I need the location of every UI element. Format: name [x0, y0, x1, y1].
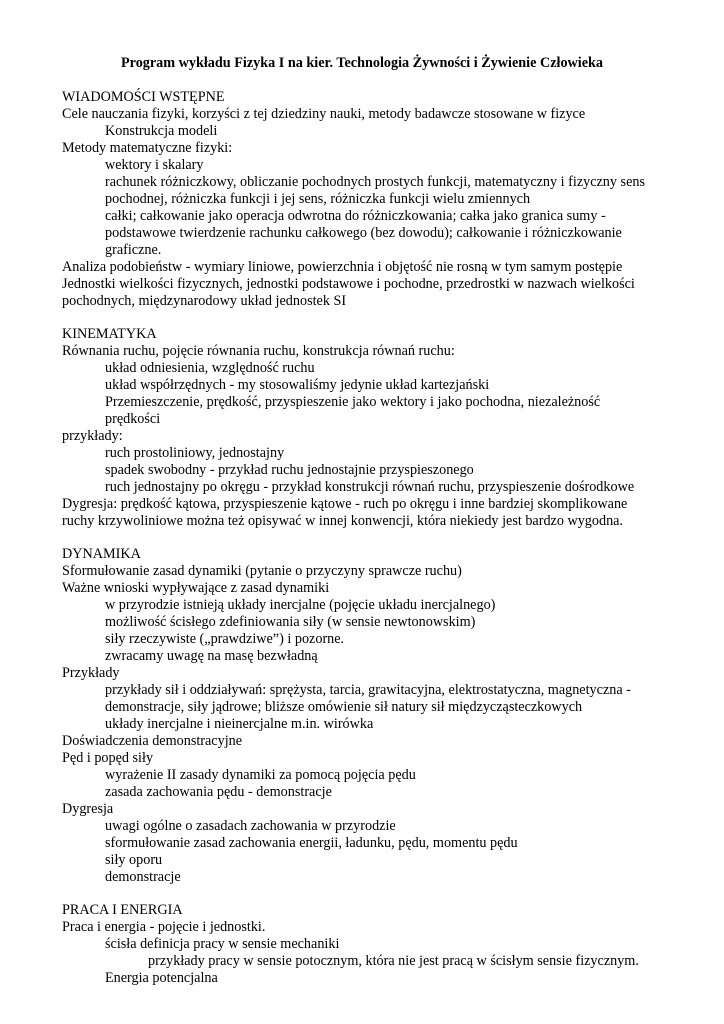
text-line: rachunek różniczkowy, obliczanie pochodnych prostych funkcji, matematyczny i fizyczny sens [105, 174, 645, 190]
text-line: układy inercjalne i nieinercjalne m.in. wirówka [105, 716, 374, 732]
text-line: Analiza podobieństw - wymiary liniowe, powierzchnia i objętość nie rosną w tym samym postępie [62, 259, 623, 275]
text-line: Jednostki wielkości fizycznych, jednostki podstawowe i pochodne, przedrostki w nazwach wielkości [62, 276, 635, 292]
text-line: podstawowe twierdzenie rachunku całkowego (bez dowodu); całkowanie i różniczkowanie [105, 225, 622, 241]
text-line: uwagi ogólne o zasadach zachowania w przyrodzie [105, 818, 396, 834]
text-line: Dygresja: prędkość kątowa, przyspieszenie kątowe - ruch po okręgu i inne bardziej skomplikowane [62, 496, 628, 512]
text-line: Ważne wnioski wypływające z zasad dynamiki [62, 580, 330, 596]
text-line: Przemieszczenie, prędkość, przyspieszenie jako wektory i jako pochodna, niezależność [105, 394, 601, 410]
text-line: sformułowanie zasad zachowania energii, ładunku, pędu, momentu pędu [105, 835, 518, 851]
text-line: możliwość ścisłego zdefiniowania siły (w sensie newtonowskim) [105, 614, 476, 630]
text-line: układ odniesienia, względność ruchu [105, 360, 315, 376]
document-title: Program wykładu Fizyka I na kier. Technologia Żywności i Żywienie Człowieka [120, 55, 604, 71]
text-line: pochodnej, różniczka funkcji i jej sens, różniczka funkcji wielu zmiennych [105, 191, 531, 207]
text-line: Energia potencjalna [105, 970, 218, 986]
text-line: ruch prostoliniowy, jednostajny [105, 445, 285, 461]
text-line: zwracamy uwagę na masę bezwładną [105, 648, 318, 664]
text-line: demonstracje [105, 869, 181, 885]
section-heading: KINEMATYKA [62, 326, 157, 342]
text-line: demonstracje, siły jądrowe; bliższe omówienie sił natury sił międzycząsteczkowych [105, 699, 583, 715]
text-line: wektory i skalary [105, 157, 204, 173]
text-line: Cele nauczania fizyki, korzyści z tej dziedziny nauki, metody badawcze stosowane w fizyce [62, 106, 586, 122]
text-line: Sformułowanie zasad dynamiki (pytanie o przyczyny sprawcze ruchu) [62, 563, 462, 579]
text-line: Konstrukcja modeli [105, 123, 218, 139]
text-line: przykłady: [62, 428, 123, 444]
text-line: wyrażenie II zasady dynamiki za pomocą pojęcia pędu [105, 767, 416, 783]
text-line: graficzne. [105, 242, 162, 258]
section-heading: PRACA I ENERGIA [62, 902, 183, 918]
text-line: prędkości [105, 411, 161, 427]
text-line: Pęd i popęd siły [62, 750, 154, 766]
text-line: zasada zachowania pędu - demonstracje [105, 784, 332, 800]
text-line: układ współrzędnych - my stosowaliśmy jedynie układ kartezjański [105, 377, 490, 393]
text-line: Metody matematyczne fizyki: [62, 140, 233, 156]
text-line: ścisła definicja pracy w sensie mechaniki [105, 936, 340, 952]
text-line: siły oporu [105, 852, 163, 868]
text-line: siły rzeczywiste („prawdziwe”) i pozorne. [105, 631, 345, 647]
text-line: Doświadczenia demonstracyjne [62, 733, 243, 749]
text-line: ruch jednostajny po okręgu - przykład konstrukcji równań ruchu, przyspieszenie dośrodkowe [105, 479, 635, 495]
text-line: pochodnych, międzynarodowy układ jednostek SI [62, 293, 347, 309]
text-line: przykłady pracy w sensie potocznym, która nie jest pracą w ścisłym sensie fizycznym. [148, 953, 639, 969]
text-line: Praca i energia - pojęcie i jednostki. [62, 919, 266, 935]
text-line: Dygresja [62, 801, 114, 817]
section-heading: DYNAMIKA [62, 546, 141, 562]
text-line: Równania ruchu, pojęcie równania ruchu, konstrukcja równań ruchu: [62, 343, 455, 359]
text-line: całki; całkowanie jako operacja odwrotna do różniczkowania; całka jako granica sumy - [105, 208, 606, 224]
text-line: przykłady sił i oddziaływań: sprężysta, tarcia, grawitacyjna, elektrostatyczna, magnetyczna - [105, 682, 631, 698]
text-line: spadek swobodny - przykład ruchu jednostajnie przyspieszonego [105, 462, 474, 478]
text-line: Przykłady [62, 665, 120, 681]
text-line: ruchy krzywoliniowe można też opisywać w innej konwencji, która niekiedy jest bardzo wygodna. [62, 513, 624, 529]
text-line: w przyrodzie istnieją układy inercjalne (pojęcie układu inercjalnego) [105, 597, 496, 613]
section-heading: WIADOMOŚCI WSTĘPNE [62, 89, 225, 105]
